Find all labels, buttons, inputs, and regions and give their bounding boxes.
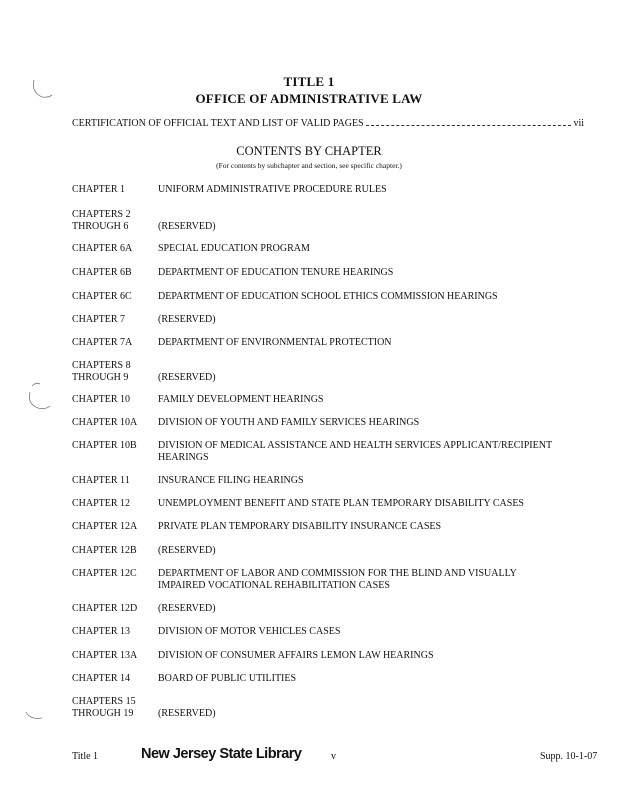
chapter-number: CHAPTER 10A: [72, 417, 138, 428]
chapter-number: CHAPTER 12B: [72, 545, 137, 556]
chapter-number: CHAPTER 12: [72, 498, 131, 509]
chapter-description: DEPARTMENT OF EDUCATION TENURE HEARINGS: [158, 267, 394, 278]
chapter-number: CHAPTER 10B: [72, 440, 137, 451]
chapter-number: CHAPTER 13A: [72, 650, 138, 661]
chapter-description: DIVISION OF YOUTH AND FAMILY SERVICES HEARINGS: [158, 417, 420, 428]
title-heading: TITLE 1: [283, 74, 335, 89]
chapter-description: PRIVATE PLAN TEMPORARY DISABILITY INSURANCE CASES: [158, 521, 442, 532]
chapter-number: CHAPTER 12C: [72, 568, 137, 579]
chapter-description: DEPARTMENT OF LABOR AND COMMISSION FOR THE BLIND AND VISUALLY IMPAIRED VOCATIONAL REHABILITATION CASES: [158, 568, 517, 591]
certification-page: vii: [573, 118, 584, 129]
chapter-description: UNEMPLOYMENT BENEFIT AND STATE PLAN TEMPORARY DISABILITY CASES: [158, 498, 524, 509]
chapter-description: (RESERVED): [158, 545, 216, 556]
chapter-number: CHAPTER 12A: [72, 521, 138, 532]
chapter-number: CHAPTER 14: [72, 673, 131, 684]
chapter-number: CHAPTER 6A: [72, 243, 133, 254]
certification-line: [72, 118, 584, 129]
chapter-number: CHAPTER 10: [72, 394, 131, 405]
footer-title: Title 1: [72, 751, 99, 762]
binder-hole-mark-middle: [29, 383, 50, 408]
chapter-number: CHAPTER 11: [72, 475, 130, 486]
chapter-description: DIVISION OF CONSUMER AFFAIRS LEMON LAW HEARINGS: [158, 650, 434, 661]
chapter-number: CHAPTERS 2 THROUGH 6: [72, 209, 131, 232]
chapter-number: CHAPTER 12D: [72, 603, 138, 614]
chapter-description: (RESERVED): [158, 708, 216, 719]
certification-label: CERTIFICATION OF OFFICIAL TEXT AND LIST OF VALID PAGES: [72, 118, 364, 129]
chapter-description: FAMILY DEVELOPMENT HEARINGS: [158, 394, 324, 405]
chapter-description: DIVISION OF MEDICAL ASSISTANCE AND HEALTH SERVICES APPLICANT/RECIPIENT HEARINGS: [158, 440, 552, 463]
chapter-description: SPECIAL EDUCATION PROGRAM: [158, 243, 310, 254]
chapter-number: CHAPTER 6C: [72, 291, 132, 302]
footer-supplement: Supp. 10-1-07: [540, 751, 598, 762]
chapter-description: INSURANCE FILING HEARINGS: [158, 475, 304, 486]
chapter-number: CHAPTER 6B: [72, 267, 132, 278]
chapter-description: (RESERVED): [158, 221, 216, 232]
chapter-description: (RESERVED): [158, 603, 216, 614]
chapter-number: CHAPTER 13: [72, 626, 131, 637]
chapter-number: CHAPTER 7: [72, 314, 126, 325]
chapter-description: (RESERVED): [158, 314, 216, 325]
chapter-description: UNIFORM ADMINISTRATIVE PROCEDURE RULES: [158, 184, 387, 195]
dot-leader: [366, 125, 572, 126]
chapter-description: BOARD OF PUBLIC UTILITIES: [158, 673, 297, 684]
binder-hole-mark-bottom: [26, 712, 42, 718]
chapter-number: CHAPTER 1: [72, 184, 126, 195]
title-subheading: OFFICE OF ADMINISTRATIVE LAW: [195, 91, 423, 106]
chapter-number: CHAPTERS 15 THROUGH 19: [72, 696, 136, 719]
contents-heading: CONTENTS BY CHAPTER: [236, 144, 382, 158]
chapter-number: CHAPTER 7A: [72, 337, 133, 348]
chapter-description: DIVISION OF MOTOR VEHICLES CASES: [158, 626, 341, 637]
footer-page-number: v: [331, 751, 336, 762]
chapter-description: DEPARTMENT OF EDUCATION SCHOOL ETHICS COMMISSION HEARINGS: [158, 291, 498, 302]
contents-note: (For contents by subchapter and section, see specific chapter.): [216, 161, 402, 170]
chapter-description: (RESERVED): [158, 372, 216, 383]
library-stamp: New Jersey State Library: [141, 746, 302, 762]
chapter-description: DEPARTMENT OF ENVIRONMENTAL PROTECTION: [158, 337, 392, 348]
chapter-number: CHAPTERS 8 THROUGH 9: [72, 360, 131, 383]
